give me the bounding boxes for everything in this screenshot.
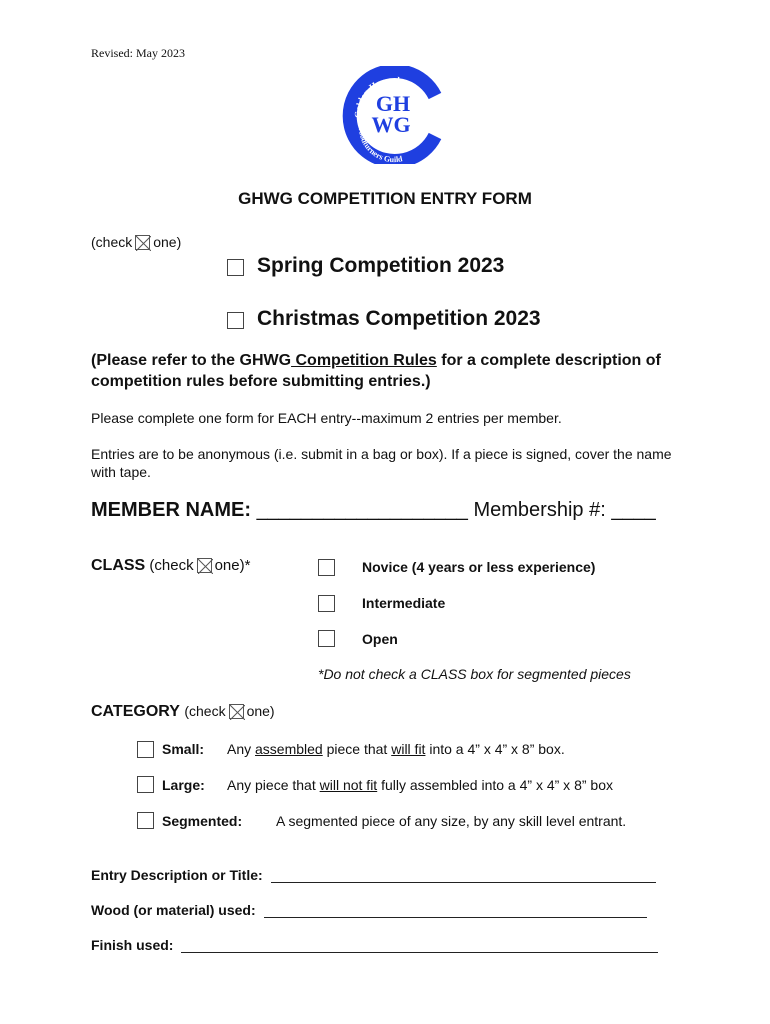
entry-description-field[interactable] — [271, 868, 656, 883]
category-segmented-checkbox[interactable] — [137, 812, 154, 829]
finish-used-row: Finish used: — [91, 937, 658, 953]
wood-material-row: Wood (or material) used: — [91, 902, 647, 918]
entries-per-member-note: Please complete one form for EACH entry--maximum 2 entries per member. — [91, 410, 562, 426]
form-title: GHWG COMPETITION ENTRY FORM — [238, 189, 532, 208]
category-large-label: Large: — [162, 777, 205, 793]
revised-date: Revised: May 2023 — [91, 46, 185, 60]
category-small-description: Any assembled piece that will fit into a 4” x 4” x 8” box. — [227, 741, 565, 757]
category-segmented-label: Segmented: — [162, 813, 243, 829]
category-segmented-description: A segmented piece of any size, by any skill level entrant. — [276, 813, 627, 829]
logo-monogram-bottom: WG — [371, 112, 411, 137]
ghwg-logo — [341, 66, 445, 164]
anonymity-note: Entries are to be anonymous (i.e. submit in a bag or box). If a piece is signed, cover the name with tape. — [91, 446, 672, 480]
logo-monogram-top: GH — [375, 91, 411, 116]
category-large-checkbox[interactable] — [137, 776, 154, 793]
member-name-row: MEMBER NAME: ___________________ Membership #: ____ — [91, 499, 656, 521]
competition-instruction: (check one) — [91, 234, 182, 250]
category-large-description: Any piece that will not fit fully assembled into a 4” x 4” x 8” box — [227, 777, 613, 793]
class-open-checkbox[interactable] — [318, 630, 335, 647]
category-small-checkbox[interactable] — [137, 741, 154, 758]
rules-notice: (Please refer to the GHWG Competition Rules for a complete description of competition rules before submitting entries.) — [91, 352, 661, 390]
class-segmented-note: *Do not check a CLASS box for segmented pieces — [318, 666, 631, 682]
membership-number-field[interactable]: ____ — [611, 499, 656, 521]
christmas-competition-checkbox[interactable] — [227, 312, 244, 329]
category-small-label: Small: — [162, 741, 205, 757]
class-intermediate-label: Intermediate — [362, 595, 446, 611]
wood-material-field[interactable] — [264, 903, 647, 918]
class-novice-checkbox[interactable] — [318, 559, 335, 576]
x-box-icon — [197, 558, 212, 573]
class-novice-label: Novice (4 years or less experience) — [362, 559, 596, 575]
x-box-icon — [229, 704, 244, 719]
entry-description-row: Entry Description or Title: — [91, 867, 656, 883]
class-intermediate-checkbox[interactable] — [318, 595, 335, 612]
x-box-icon — [135, 235, 150, 250]
class-heading: CLASS (check one)* — [91, 557, 251, 574]
category-heading: CATEGORY (check one) — [91, 703, 275, 720]
svg-text:Woodturners Guild: Woodturners Guild — [356, 123, 404, 164]
finish-used-field[interactable] — [181, 938, 658, 953]
christmas-competition-label: Christmas Competition 2023 — [257, 307, 541, 330]
competition-rules-link[interactable]: Competition Rules — [291, 352, 437, 369]
class-open-label: Open — [362, 631, 398, 647]
member-name-field[interactable]: ___________________ — [256, 499, 468, 521]
spring-competition-label: Spring Competition 2023 — [257, 254, 505, 277]
spring-competition-checkbox[interactable] — [227, 259, 244, 276]
svg-text:Golden Horseshoe: Golden Horseshoe — [352, 74, 413, 119]
